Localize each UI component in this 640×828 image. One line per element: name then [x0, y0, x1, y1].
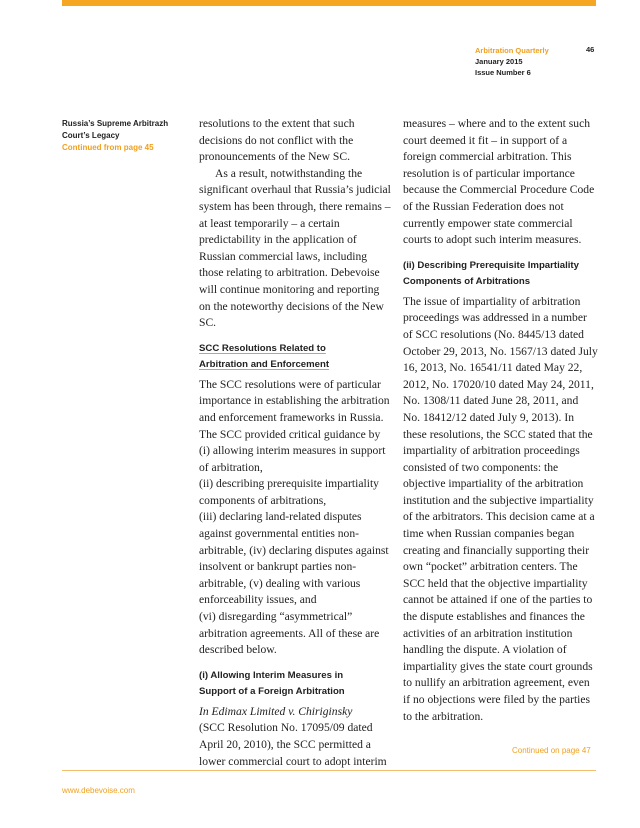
- issue-number: Issue Number 6: [475, 68, 531, 77]
- continued-on-link[interactable]: Continued on page 47: [512, 746, 591, 755]
- subsection-heading-line1: (ii) Describing Prerequisite Impartiality: [403, 259, 579, 271]
- issue-date: January 2015: [475, 57, 523, 66]
- paragraph: (SCC Resolution No. 17095/09 dated April 20, 2010), the SCC permitted a lower commercial court to adopt interim: [199, 721, 387, 768]
- subsection-heading: [403, 258, 598, 290]
- paragraph: (iii) declaring land-related disputes against governmental entities non-arbitrable, (iv) declaring disputes against insolvent or bankrupt parties non-arbitrable, (v) dealing with various enforceability issues, and: [199, 510, 389, 607]
- subsection-heading-line2: Components of Arbitrations: [403, 275, 531, 287]
- publication-title: Arbitration Quarterly: [475, 46, 549, 55]
- subsection-heading: [199, 668, 391, 700]
- section-heading: [199, 341, 391, 373]
- article-title-line1: Russia’s Supreme Arbitrazh: [62, 119, 169, 128]
- section-heading-line2: Arbitration and Enforcement: [199, 358, 330, 370]
- subsection-heading-line2: Support of a Foreign Arbitration: [199, 685, 345, 697]
- paragraph: resolutions to the extent that such decisions do not conflict with the pronouncements of the New SC.: [199, 117, 355, 164]
- paragraph: measures – where and to the extent such court deemed it fit – in support of a foreign commercial arbitration. This resolution is of particular importance because the Commercial Procedure Code of the Russian Federation does not currently empower state commercial courts to adopt such interim measures.: [403, 117, 595, 247]
- paragraph: As a result, notwithstanding the significant overhaul that Russia’s judicial system has been through, there remains – at least temporarily – a certain predictability in the application of Russian commercial laws, including those relating to arbitration. Debevoise will continue monitoring and reporting on the noteworthy decisions of the New SC.: [199, 166, 391, 330]
- article-sidenote: [62, 118, 187, 154]
- text-column-left: [199, 116, 391, 770]
- continued-from-link[interactable]: Continued from page 45: [62, 143, 154, 152]
- top-accent-bar: [62, 0, 596, 6]
- article-title-line2: Court’s Legacy: [62, 131, 120, 140]
- paragraph: (ii) describing prerequisite impartiality components of arbitrations,: [199, 477, 379, 507]
- paragraph: (vi) disregarding “asymmetrical” arbitration agreements. All of these are described below.: [199, 610, 380, 657]
- footer-divider: [62, 770, 596, 771]
- footer-url-link[interactable]: www.debevoise.com: [62, 786, 135, 795]
- section-heading-line1: SCC Resolutions Related to: [199, 342, 326, 354]
- issue-header: [475, 45, 549, 78]
- paragraph: The issue of impartiality of arbitration proceedings was addressed in a number of SCC resolutions (No. 8445/13 dated October 29, 2013, No. 1567/13 dated July 16, 2013, No. 16541/11 dated May 22, 2012, No. 17020/10 dated May 24, 2011, No. 1308/11 dated June 28, 2011, and No. 18412/12 dated July 9, 2013). In these resolutions, the SCC stated that the impartiality of arbitration proceedings consisted of two components: the objective impartiality of the arbitration institution and the subjective impartiality of the arbitrators. This decision came at a time when Russian companies began creating and financially supporting their own “pocket” arbitration centers. The SCC held that the objective impartiality cannot be attained if one of the parties to the dispute establishes and finances the activities of an arbitration institution handling the dispute. A violation of impartiality gives the state court grounds to nullify an arbitration agreement, even if no objections were filed by the parties to the arbitration.: [403, 294, 598, 723]
- case-name: In Edimax Limited v. Chiriginsky: [199, 704, 353, 718]
- paragraph: The SCC resolutions were of particular importance in establishing the arbitration and enforcement frameworks in Russia. The SCC provided critical guidance by (i) allowing interim measures in support of arbitration,: [199, 377, 390, 474]
- page-number: 46: [586, 45, 595, 54]
- paragraph: [199, 704, 391, 721]
- text-column-right: [403, 116, 598, 725]
- subsection-heading-line1: (i) Allowing Interim Measures in: [199, 669, 344, 681]
